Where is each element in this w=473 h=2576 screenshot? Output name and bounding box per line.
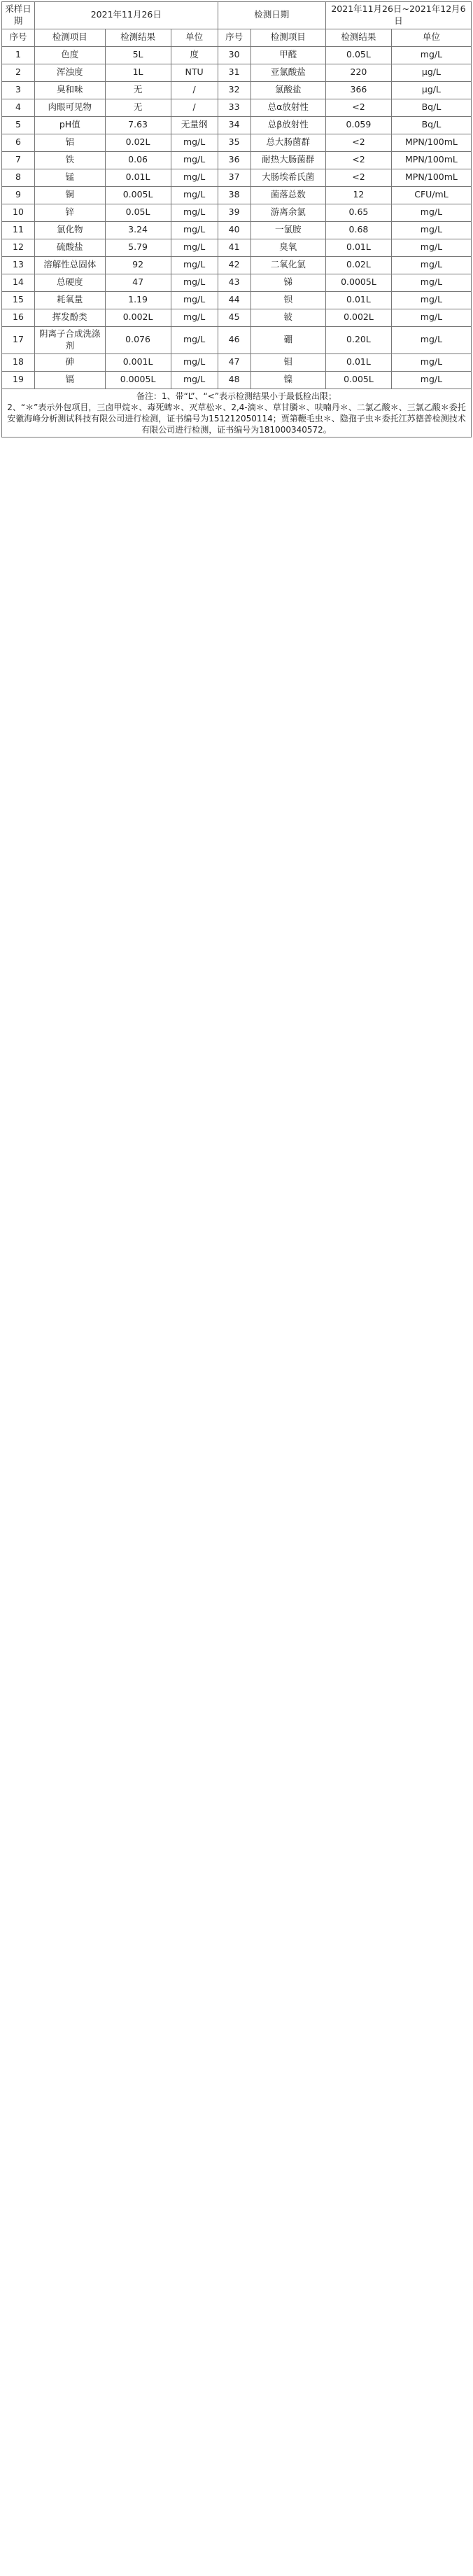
table-cell: 35 <box>218 134 250 151</box>
table-cell: 5.79 <box>105 239 171 256</box>
table-row <box>2 371 472 388</box>
table-cell: 二氧化氯 <box>250 256 325 274</box>
table-row <box>2 256 472 274</box>
table-cell: 大肠埃希氏菌 <box>250 169 325 186</box>
table-cell: 12 <box>2 239 35 256</box>
table-cell: 30 <box>218 46 250 64</box>
table-cell: 0.0005L <box>105 371 171 388</box>
table-cell: 无 <box>105 81 171 99</box>
table-cell: mg/L <box>391 204 471 221</box>
table-cell: 0.01L <box>105 169 171 186</box>
table-row <box>2 354 472 371</box>
table-cell: 1L <box>105 64 171 81</box>
table-cell: 92 <box>105 256 171 274</box>
table-cell: 总β放射性 <box>250 116 325 134</box>
table-cell: 220 <box>325 64 391 81</box>
table-row <box>2 221 472 239</box>
table-cell: 耗氧量 <box>34 291 105 309</box>
table-cell: 11 <box>2 221 35 239</box>
table-cell: 10 <box>2 204 35 221</box>
table-cell: 14 <box>2 274 35 291</box>
table-cell: 45 <box>218 309 250 326</box>
table-cell: 氯化物 <box>34 221 105 239</box>
table-cell: 31 <box>218 64 250 81</box>
table-cell: Bq/L <box>391 116 471 134</box>
table-cell: 39 <box>218 204 250 221</box>
table-cell: 41 <box>218 239 250 256</box>
table-row <box>2 204 472 221</box>
table-cell: 40 <box>218 221 250 239</box>
table-cell: 铜 <box>34 186 105 204</box>
table-cell: mg/L <box>171 151 218 169</box>
table-cell: 34 <box>218 116 250 134</box>
table-cell: 菌落总数 <box>250 186 325 204</box>
table-cell: mg/L <box>391 221 471 239</box>
table-row <box>2 81 472 99</box>
table-cell: 0.01L <box>325 239 391 256</box>
table-cell: <2 <box>325 169 391 186</box>
table-cell: Bq/L <box>391 99 471 116</box>
table-cell: 阴离子合成洗涤剂 <box>34 326 105 354</box>
table-cell: 0.05L <box>325 46 391 64</box>
table-row <box>2 134 472 151</box>
table-cell: μg/L <box>391 81 471 99</box>
table-cell: 8 <box>2 169 35 186</box>
table-cell: MPN/100mL <box>391 134 471 151</box>
table-cell: 13 <box>2 256 35 274</box>
table-cell: 0.20L <box>325 326 391 354</box>
table-cell: 1 <box>2 46 35 64</box>
col-header: 检测结果 <box>105 29 171 46</box>
table-cell: 钡 <box>250 291 325 309</box>
table-cell: 钼 <box>250 354 325 371</box>
table-cell: 366 <box>325 81 391 99</box>
table-cell: 溶解性总固体 <box>34 256 105 274</box>
table-cell: 4 <box>2 99 35 116</box>
table-cell: 0.68 <box>325 221 391 239</box>
table-cell: MPN/100mL <box>391 151 471 169</box>
table-row <box>2 239 472 256</box>
table-row <box>2 116 472 134</box>
sample-date: 2021年11月26日 <box>34 2 218 29</box>
table-cell: 0.002L <box>325 309 391 326</box>
table-row <box>2 186 472 204</box>
table-cell: mg/L <box>391 371 471 388</box>
table-cell: 3 <box>2 81 35 99</box>
table-cell: mg/L <box>171 326 218 354</box>
table-cell: 5L <box>105 46 171 64</box>
footer-row <box>2 388 472 438</box>
table-cell: <2 <box>325 151 391 169</box>
table-cell: mg/L <box>391 309 471 326</box>
table-cell: 0.002L <box>105 309 171 326</box>
table-cell: 33 <box>218 99 250 116</box>
table-cell: 42 <box>218 256 250 274</box>
table-cell: 耐热大肠菌群 <box>250 151 325 169</box>
table-cell: 总大肠菌群 <box>250 134 325 151</box>
test-date-label: 检测日期 <box>218 2 325 29</box>
table-cell: 0.02L <box>105 134 171 151</box>
table-cell: 38 <box>218 186 250 204</box>
table-cell: 砷 <box>34 354 105 371</box>
table-cell: 0.06 <box>105 151 171 169</box>
table-cell: 7 <box>2 151 35 169</box>
table-cell: 无量纲 <box>171 116 218 134</box>
col-header: 单位 <box>171 29 218 46</box>
rows-body <box>2 46 472 388</box>
table-cell: 总硬度 <box>34 274 105 291</box>
table-cell: 甲醛 <box>250 46 325 64</box>
footer-note-2: 2、“＊”表示外包项目，三卤甲烷＊、毒死蜱＊、灭草松＊、2,4-滴＊、草甘膦＊、呋喃丹＊、二氯乙酸＊、三氯乙酸＊委托安徽海峰分析测试科技有限公司进行检测，证书编号为151212050114；贾第鞭毛虫＊、隐孢子虫＊委托江苏德普检测技术有限公司进行检测，证书编号为181000340572。 <box>7 402 466 435</box>
table-cell: 6 <box>2 134 35 151</box>
table-cell: mg/L <box>391 46 471 64</box>
table-cell: 镍 <box>250 371 325 388</box>
table-cell: pH值 <box>34 116 105 134</box>
table-cell: mg/L <box>171 256 218 274</box>
table-cell: 锰 <box>34 169 105 186</box>
table-cell: 铁 <box>34 151 105 169</box>
table-cell: 0.05L <box>105 204 171 221</box>
table-cell: mg/L <box>171 134 218 151</box>
table-cell: 1.19 <box>105 291 171 309</box>
table-cell: mg/L <box>171 169 218 186</box>
table-row <box>2 326 472 354</box>
table-cell: 12 <box>325 186 391 204</box>
report-sheet <box>1 1 472 438</box>
table-cell: 17 <box>2 326 35 354</box>
table-cell: 色度 <box>34 46 105 64</box>
table-cell: 度 <box>171 46 218 64</box>
table-cell: / <box>171 81 218 99</box>
table-cell: 0.001L <box>105 354 171 371</box>
table-cell: 18 <box>2 354 35 371</box>
table-row <box>2 274 472 291</box>
table-cell: 臭和味 <box>34 81 105 99</box>
table-cell: 0.01L <box>325 291 391 309</box>
col-header: 检测结果 <box>325 29 391 46</box>
table-row <box>2 64 472 81</box>
table-cell: 7.63 <box>105 116 171 134</box>
table-cell: mg/L <box>171 204 218 221</box>
table-cell: 3.24 <box>105 221 171 239</box>
table-cell: mg/L <box>171 291 218 309</box>
col-header: 序号 <box>218 29 250 46</box>
table-cell: 2 <box>2 64 35 81</box>
col-header: 序号 <box>2 29 35 46</box>
table-cell: 32 <box>218 81 250 99</box>
table-cell: 5 <box>2 116 35 134</box>
table-row <box>2 46 472 64</box>
table-row <box>2 169 472 186</box>
table-cell: 总α放射性 <box>250 99 325 116</box>
table-cell: 0.01L <box>325 354 391 371</box>
table-cell: 硼 <box>250 326 325 354</box>
test-date: 2021年11月26日~2021年12月6日 <box>325 2 471 29</box>
table-row <box>2 99 472 116</box>
table-cell: mg/L <box>391 239 471 256</box>
col-header: 检测项目 <box>34 29 105 46</box>
table-cell: 0.02L <box>325 256 391 274</box>
table-cell: 0.65 <box>325 204 391 221</box>
table-cell: 46 <box>218 326 250 354</box>
table-cell: mg/L <box>391 326 471 354</box>
table-cell: mg/L <box>391 354 471 371</box>
table-cell: 47 <box>218 354 250 371</box>
table-cell: mg/L <box>171 239 218 256</box>
table-cell: 16 <box>2 309 35 326</box>
table-cell: mg/L <box>391 256 471 274</box>
table-cell: 44 <box>218 291 250 309</box>
table-cell: mg/L <box>171 221 218 239</box>
table-cell: 锌 <box>34 204 105 221</box>
table-cell: 0.0005L <box>325 274 391 291</box>
table-cell: 47 <box>105 274 171 291</box>
date-row <box>2 2 472 29</box>
table-row <box>2 309 472 326</box>
table-row <box>2 291 472 309</box>
table-cell: 挥发酚类 <box>34 309 105 326</box>
table-cell: 19 <box>2 371 35 388</box>
table-cell: 铍 <box>250 309 325 326</box>
col-header: 检测项目 <box>250 29 325 46</box>
table-cell: mg/L <box>171 186 218 204</box>
table-cell: 镉 <box>34 371 105 388</box>
table-cell: 37 <box>218 169 250 186</box>
footer-notes <box>2 388 472 438</box>
table-cell: NTU <box>171 64 218 81</box>
table-cell: 铝 <box>34 134 105 151</box>
table-cell: 0.005L <box>105 186 171 204</box>
table-cell: 锑 <box>250 274 325 291</box>
table-cell: 43 <box>218 274 250 291</box>
table-cell: 36 <box>218 151 250 169</box>
table-cell: MPN/100mL <box>391 169 471 186</box>
table-cell: 硫酸盐 <box>34 239 105 256</box>
table-cell: 肉眼可见物 <box>34 99 105 116</box>
table-cell: <2 <box>325 99 391 116</box>
table-cell: μg/L <box>391 64 471 81</box>
footer-note-1: 备注：1、带“L”、“<”表示检测结果小于最低检出限； <box>136 391 337 401</box>
table-cell: 9 <box>2 186 35 204</box>
table-cell: mg/L <box>391 274 471 291</box>
table-cell: 浑浊度 <box>34 64 105 81</box>
column-header-row <box>2 29 472 46</box>
table-cell: 游离余氯 <box>250 204 325 221</box>
table-cell: 48 <box>218 371 250 388</box>
table-cell: 一氯胺 <box>250 221 325 239</box>
table-cell: 0.005L <box>325 371 391 388</box>
table-cell: mg/L <box>171 309 218 326</box>
table-cell: mg/L <box>171 354 218 371</box>
table-cell: <2 <box>325 134 391 151</box>
table-cell: / <box>171 99 218 116</box>
table-cell: 氯酸盐 <box>250 81 325 99</box>
table-cell: 臭氧 <box>250 239 325 256</box>
table-row <box>2 151 472 169</box>
sample-date-label: 采样日期 <box>2 2 35 29</box>
table-cell: mg/L <box>391 291 471 309</box>
table-cell: 亚氯酸盐 <box>250 64 325 81</box>
table-cell: 15 <box>2 291 35 309</box>
results-table <box>1 1 472 438</box>
table-cell: mg/L <box>171 371 218 388</box>
table-cell: 0.059 <box>325 116 391 134</box>
col-header: 单位 <box>391 29 471 46</box>
table-cell: 无 <box>105 99 171 116</box>
table-cell: mg/L <box>171 274 218 291</box>
table-cell: CFU/mL <box>391 186 471 204</box>
table-cell: 0.076 <box>105 326 171 354</box>
